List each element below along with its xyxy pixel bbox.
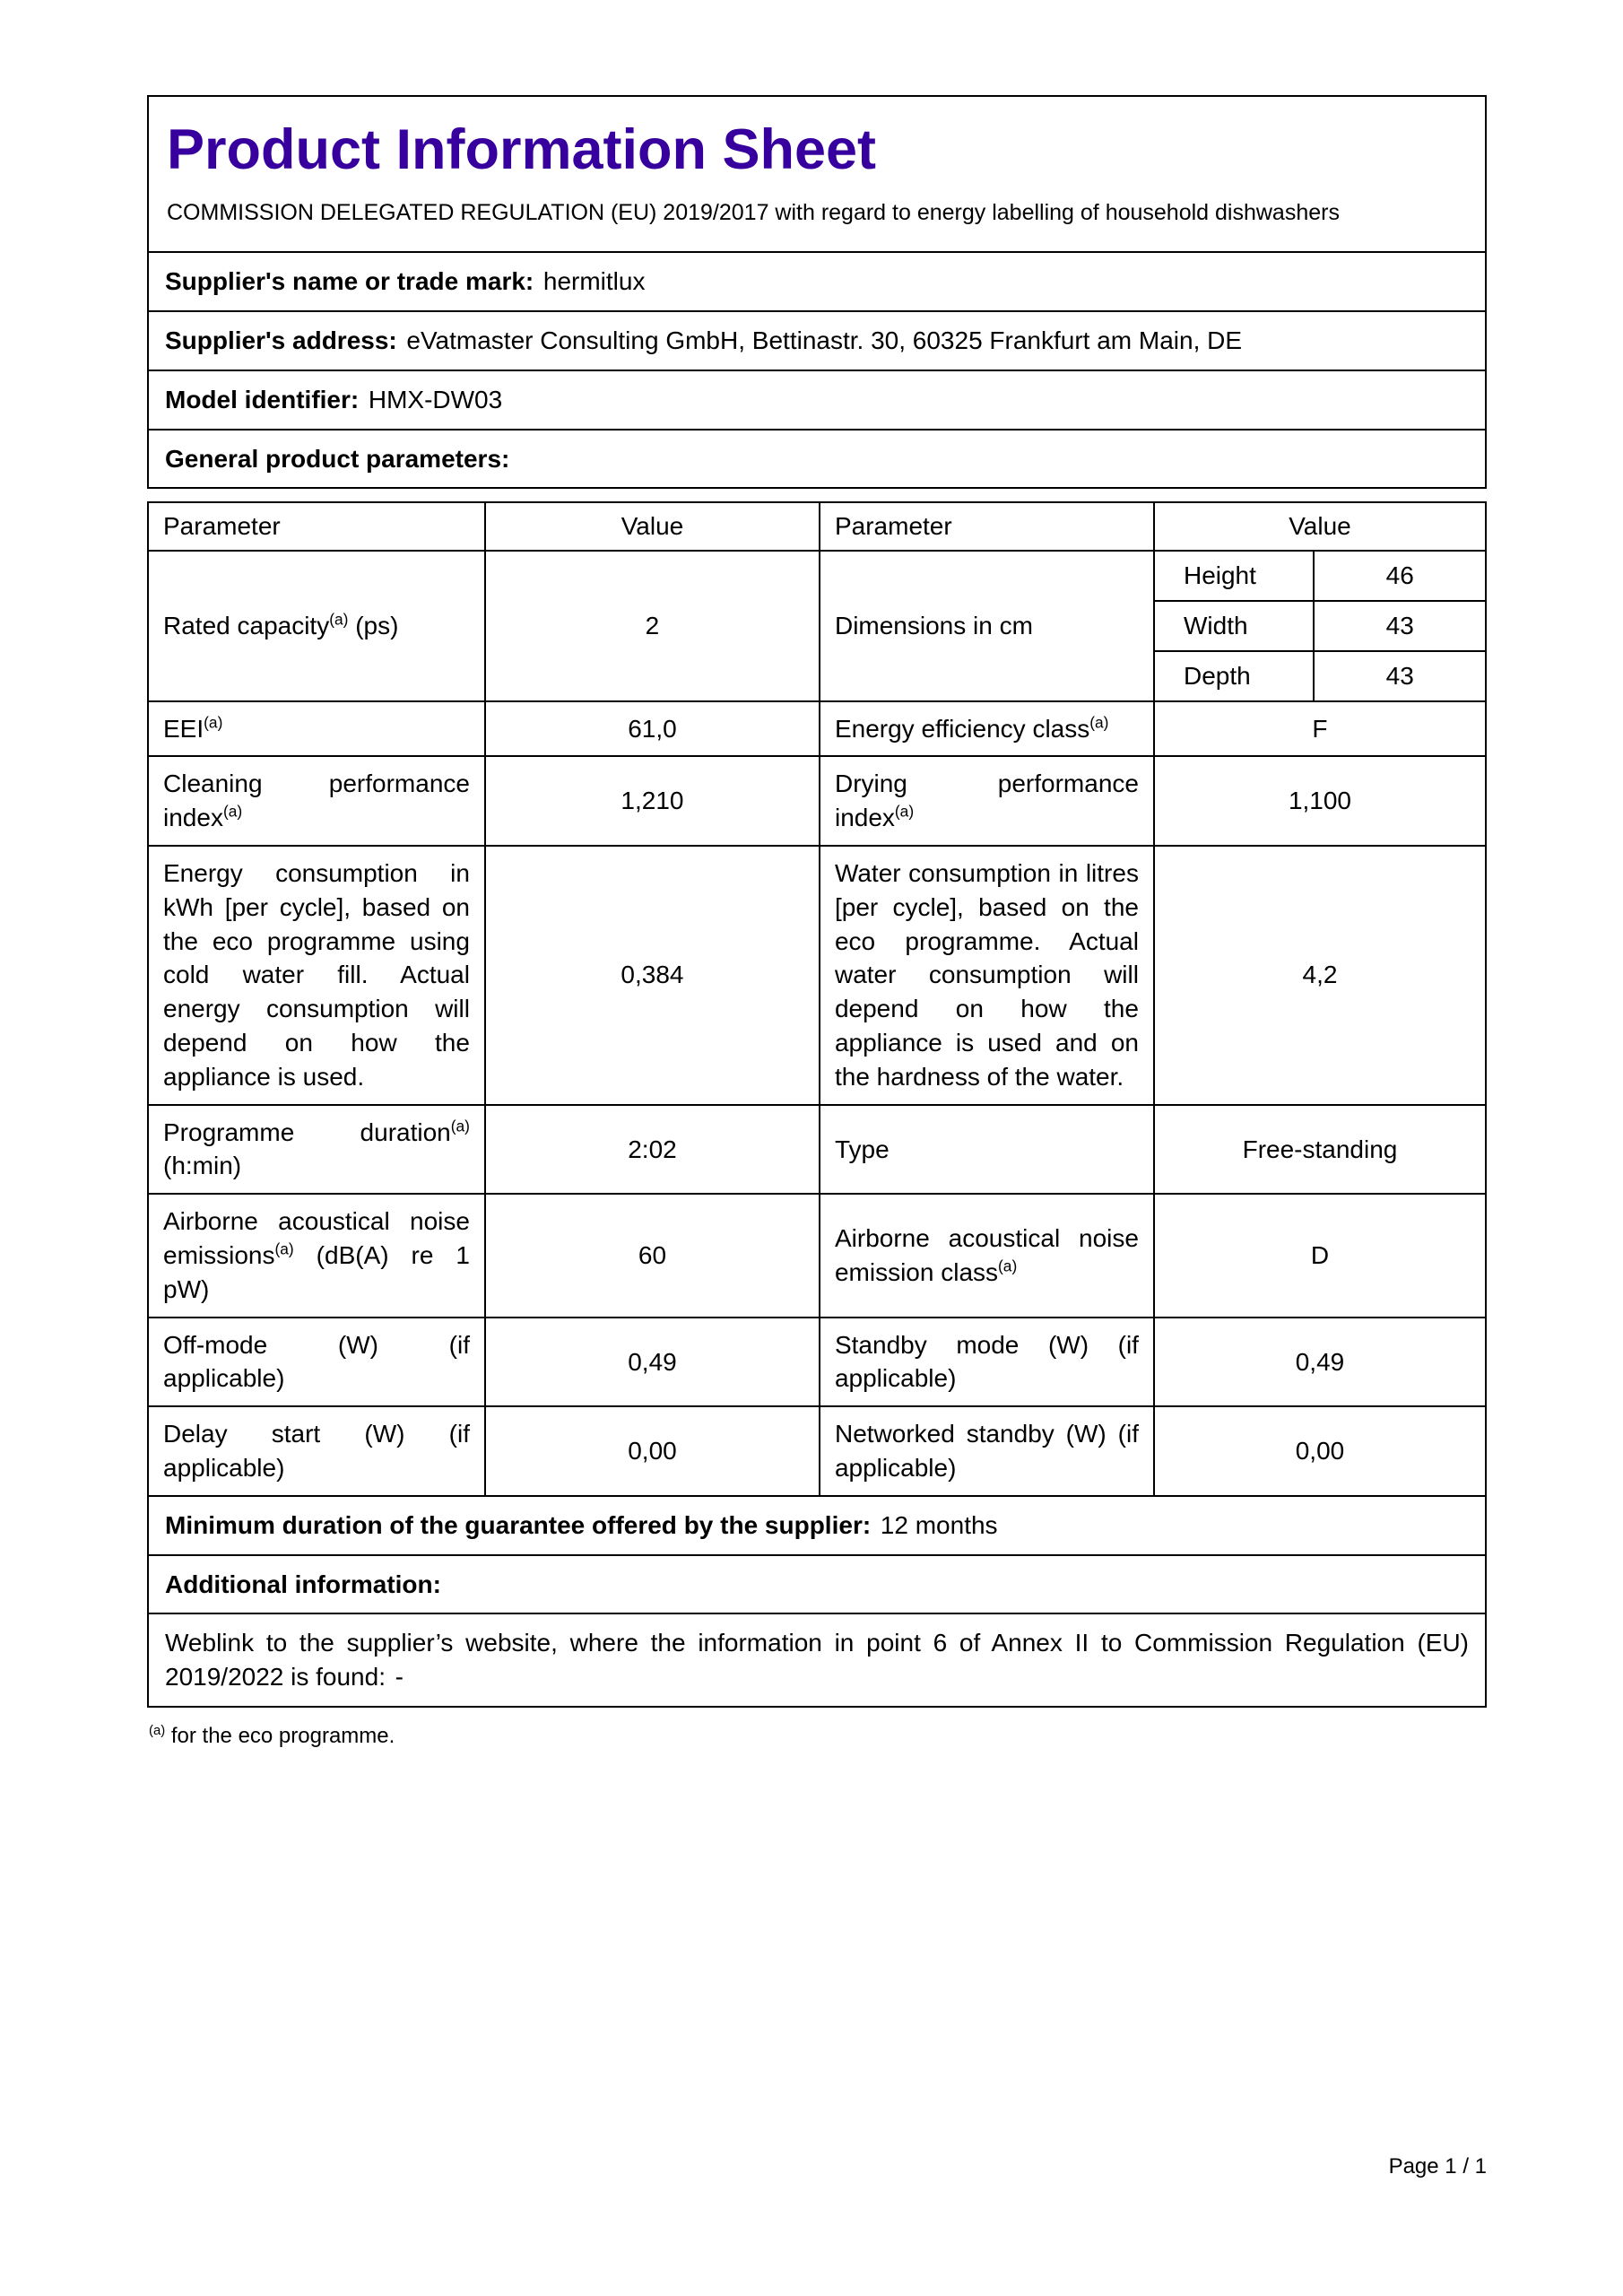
param-text: Airborne acoustical noise emissions xyxy=(163,1207,470,1270)
param-text: Rated capacity xyxy=(163,612,330,640)
table-row xyxy=(148,1613,1486,1707)
cell-water-consumption-value: 4,2 xyxy=(1154,846,1486,1105)
footnote-text: for the eco programme. xyxy=(170,1724,395,1748)
param-text: Off-mode (W) (if applicable) xyxy=(163,1330,470,1393)
param-text: Dimensions in cm xyxy=(834,612,1033,640)
cell-energy-class xyxy=(820,701,1154,757)
cell-noise-class-value: D xyxy=(1154,1194,1486,1317)
table-row xyxy=(148,1496,1486,1555)
general-parameters-heading-row xyxy=(148,430,1486,489)
footnote-marker: (a) xyxy=(1089,713,1109,732)
table-row xyxy=(148,1406,1486,1496)
footnote-marker: (a) xyxy=(274,1239,294,1258)
table-row xyxy=(148,551,1486,700)
cell-dimensions-values xyxy=(1154,551,1486,700)
table-row xyxy=(148,1105,1486,1195)
footnote-marker: (a) xyxy=(149,1724,166,1738)
cell-programme-duration-value: 2:02 xyxy=(485,1105,820,1195)
page-number: Page 1 / 1 xyxy=(1388,2154,1487,2179)
dimension-label: Height xyxy=(1155,552,1315,600)
page-title: Product Information Sheet xyxy=(167,118,877,181)
footnote xyxy=(147,1724,1487,1749)
footnote-marker: (a) xyxy=(450,1117,470,1135)
cell-noise-emissions-value: 60 xyxy=(485,1194,820,1317)
weblink-row xyxy=(148,1613,1486,1707)
cell-dimensions xyxy=(820,551,1154,700)
table-header-row xyxy=(148,502,1486,551)
dimension-value: 46 xyxy=(1385,561,1414,590)
param-text: (ps) xyxy=(348,612,399,640)
param-text: (h:min) xyxy=(163,1152,242,1180)
dimension-value: 43 xyxy=(1385,661,1414,690)
supplier-name-value: hermitlux xyxy=(542,267,646,296)
weblink-text: Weblink to the supplier’s website, where the information in point 6 of Annex II to Commission Regulation (EU) 2019/2022 is found: xyxy=(165,1629,1469,1692)
cell-rated-capacity-value: 2 xyxy=(485,551,820,700)
footnote-marker: (a) xyxy=(329,610,349,629)
table-row xyxy=(148,311,1486,370)
table-row xyxy=(148,1555,1486,1614)
cell-off-mode xyxy=(148,1318,485,1407)
cell-networked-standby xyxy=(820,1406,1154,1496)
param-text: Water consumption in litres [per cycle], based on the eco programme. Actual water consumption will depend on how the appliance is used and on the hardness of the water. xyxy=(834,859,1139,1091)
param-text: Standby mode (W) (if applicable) xyxy=(834,1330,1139,1393)
cell-eei xyxy=(148,701,485,757)
model-identifier-label: Model identifier: xyxy=(165,385,360,413)
table-row xyxy=(148,370,1486,430)
param-text: Programme duration xyxy=(163,1118,451,1146)
supplier-address-row xyxy=(148,311,1486,370)
footnote-marker: (a) xyxy=(998,1257,1018,1275)
footnote-marker: (a) xyxy=(222,802,243,821)
guarantee-row xyxy=(148,1496,1486,1555)
general-parameters-heading: General product parameters: xyxy=(165,444,510,473)
dimension-row xyxy=(1155,652,1485,700)
regulation-subtitle: COMMISSION DELEGATED REGULATION (EU) 2019/2017 with regard to energy labelling of household dishwashers xyxy=(167,199,1340,225)
supplier-address-label: Supplier's address: xyxy=(165,326,397,355)
dimension-row xyxy=(1155,602,1485,652)
footnote-marker: (a) xyxy=(894,802,915,821)
supplier-name-row xyxy=(148,252,1486,311)
cell-drying-index-value: 1,100 xyxy=(1154,756,1486,846)
param-text: EEI xyxy=(163,714,204,743)
header-parameter-2: Parameter xyxy=(820,502,1154,551)
table-row xyxy=(148,1194,1486,1317)
table-row xyxy=(148,430,1486,489)
table-row xyxy=(148,756,1486,846)
param-text: Delay start (W) (if applicable) xyxy=(163,1420,470,1483)
header-parameter-1: Parameter xyxy=(148,502,485,551)
dimension-row xyxy=(1155,552,1485,602)
table-row xyxy=(148,1318,1486,1407)
supplier-name-label: Supplier's name or trade mark: xyxy=(165,267,534,296)
footnote-marker: (a) xyxy=(204,713,223,732)
cell-energy-class-value: F xyxy=(1154,701,1486,757)
guarantee-label: Minimum duration of the guarantee offered by the supplier: xyxy=(165,1510,872,1539)
additional-info-row xyxy=(148,1555,1486,1614)
cell-water-consumption xyxy=(820,846,1154,1105)
cell-networked-standby-value: 0,00 xyxy=(1154,1406,1486,1496)
cell-delay-start-value: 0,00 xyxy=(485,1406,820,1496)
cell-eei-value: 61,0 xyxy=(485,701,820,757)
param-text: Airborne acoustical noise emission class xyxy=(834,1224,1139,1286)
table-row xyxy=(148,846,1486,1105)
param-text: Networked standby (W) (if applicable) xyxy=(834,1420,1139,1483)
cell-drying-index xyxy=(820,756,1154,846)
cell-cleaning-index xyxy=(148,756,485,846)
cell-energy-consumption xyxy=(148,846,485,1105)
param-text: Energy efficiency class xyxy=(834,714,1090,743)
cell-type xyxy=(820,1105,1154,1195)
additional-info-heading: Additional information: xyxy=(165,1570,441,1598)
param-text: Drying performance index xyxy=(834,770,1139,832)
table-row xyxy=(148,701,1486,757)
parameters-table xyxy=(147,501,1487,1708)
param-text: (dB(A) re 1 pW) xyxy=(163,1241,470,1303)
dimension-value: 43 xyxy=(1385,612,1414,640)
cell-off-mode-value: 0,49 xyxy=(485,1318,820,1407)
cell-programme-duration xyxy=(148,1105,485,1195)
cell-cleaning-index-value: 1,210 xyxy=(485,756,820,846)
supplier-address-value: eVatmaster Consulting GmbH, Bettinastr. 30, 60325 Frankfurt am Main, DE xyxy=(406,326,1243,355)
model-identifier-row xyxy=(148,370,1486,430)
header-value-2: Value xyxy=(1154,502,1486,551)
weblink-value: - xyxy=(395,1663,404,1692)
cell-noise-class xyxy=(820,1194,1154,1317)
title-block xyxy=(148,96,1486,252)
table-row xyxy=(148,252,1486,311)
cell-type-value: Free-standing xyxy=(1154,1105,1486,1195)
model-identifier-value: HMX-DW03 xyxy=(368,385,503,413)
header-value-1: Value xyxy=(485,502,820,551)
param-text: Type xyxy=(834,1135,890,1163)
document-content xyxy=(147,95,1487,1749)
cell-noise-emissions xyxy=(148,1194,485,1317)
dimension-label: Width xyxy=(1155,602,1315,650)
dimension-label: Depth xyxy=(1155,652,1315,700)
cell-rated-capacity xyxy=(148,551,485,700)
guarantee-value: 12 months xyxy=(880,1510,998,1539)
param-text: Energy consumption in kWh [per cycle], based on the eco programme using cold water fill. Actual energy consumption will depend on how the appliance is used. xyxy=(163,859,470,1091)
cell-energy-consumption-value: 0,384 xyxy=(485,846,820,1105)
header-table xyxy=(147,95,1487,489)
param-text: Cleaning performance index xyxy=(163,770,470,832)
cell-standby-mode xyxy=(820,1318,1154,1407)
cell-standby-mode-value: 0,49 xyxy=(1154,1318,1486,1407)
cell-delay-start xyxy=(148,1406,485,1496)
table-row xyxy=(148,96,1486,252)
